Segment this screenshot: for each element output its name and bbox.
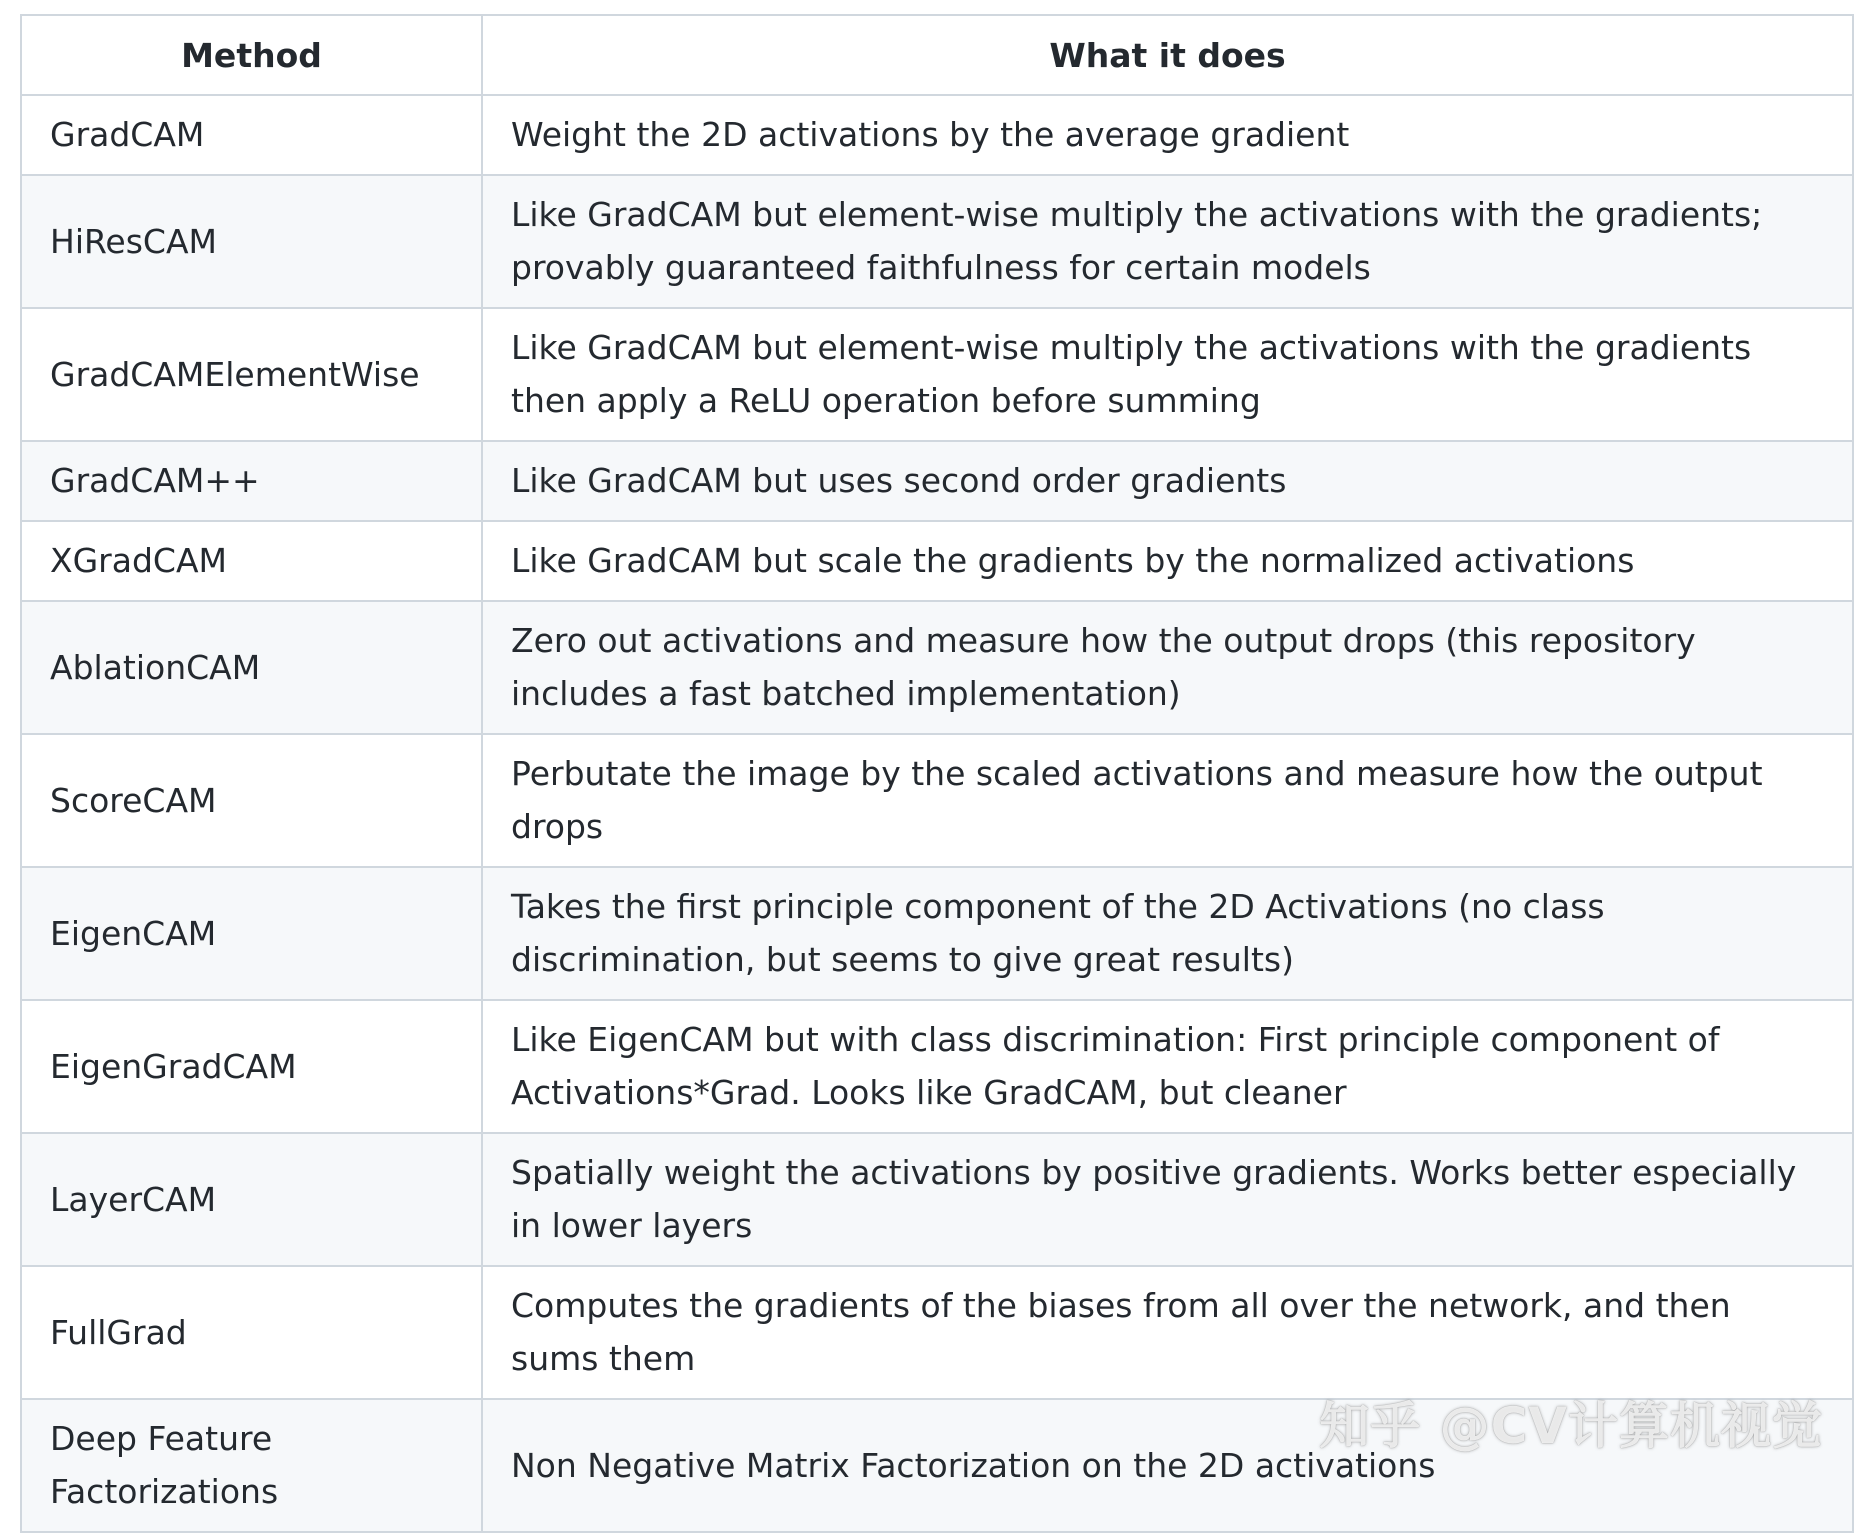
table-row <box>21 1133 1853 1266</box>
header-row <box>21 15 1853 95</box>
table-row <box>21 441 1853 521</box>
table-row <box>21 308 1853 441</box>
method-cell: GradCAM <box>21 95 482 175</box>
method-cell: GradCAM++ <box>21 441 482 521</box>
table-header <box>21 15 1853 95</box>
method-cell: EigenCAM <box>21 867 482 1000</box>
description-cell: Computes the gradients of the biases from all over the network, and then sums them <box>482 1266 1853 1399</box>
description-cell: Like GradCAM but element-wise multiply the activations with the gradients then apply a ReLU operation before summing <box>482 308 1853 441</box>
header-method: Method <box>21 15 482 95</box>
method-cell: Deep Feature Factorizations <box>21 1399 482 1532</box>
method-cell: ScoreCAM <box>21 734 482 867</box>
table-row <box>21 521 1853 601</box>
description-cell: Takes the first principle component of the 2D Activations (no class discrimination, but seems to give great results) <box>482 867 1853 1000</box>
method-cell: GradCAMElementWise <box>21 308 482 441</box>
method-cell: HiResCAM <box>21 175 482 308</box>
cam-methods-table <box>20 14 1854 1533</box>
zhihu-watermark: 知乎 @CV计算机视觉 <box>1319 1397 1823 1455</box>
description-cell: Perbutate the image by the scaled activations and measure how the output drops <box>482 734 1853 867</box>
method-cell: AblationCAM <box>21 601 482 734</box>
description-cell: Zero out activations and measure how the output drops (this repository includes a fast batched implementation) <box>482 601 1853 734</box>
table-row <box>21 175 1853 308</box>
description-cell: Like GradCAM but uses second order gradients <box>482 441 1853 521</box>
table-row <box>21 601 1853 734</box>
table-row <box>21 95 1853 175</box>
method-cell: FullGrad <box>21 1266 482 1399</box>
method-cell: LayerCAM <box>21 1133 482 1266</box>
table-body <box>21 95 1853 1532</box>
table-row <box>21 1399 1853 1532</box>
description-cell: Non Negative Matrix Factorization on the 2D activations <box>482 1399 1853 1532</box>
table-row <box>21 1266 1853 1399</box>
header-description: What it does <box>482 15 1853 95</box>
description-cell: Weight the 2D activations by the average gradient <box>482 95 1853 175</box>
method-cell: XGradCAM <box>21 521 482 601</box>
table-row <box>21 734 1853 867</box>
description-cell: Spatially weight the activations by positive gradients. Works better especially in lower layers <box>482 1133 1853 1266</box>
description-cell: Like GradCAM but element-wise multiply the activations with the gradients; provably guaranteed faithfulness for certain models <box>482 175 1853 308</box>
method-cell: EigenGradCAM <box>21 1000 482 1133</box>
table-row <box>21 1000 1853 1133</box>
methods-table-container <box>20 14 1852 1533</box>
table-row <box>21 867 1853 1000</box>
description-cell: Like EigenCAM but with class discrimination: First principle component of Activations*Grad. Looks like GradCAM, but cleaner <box>482 1000 1853 1133</box>
description-cell: Like GradCAM but scale the gradients by the normalized activations <box>482 521 1853 601</box>
